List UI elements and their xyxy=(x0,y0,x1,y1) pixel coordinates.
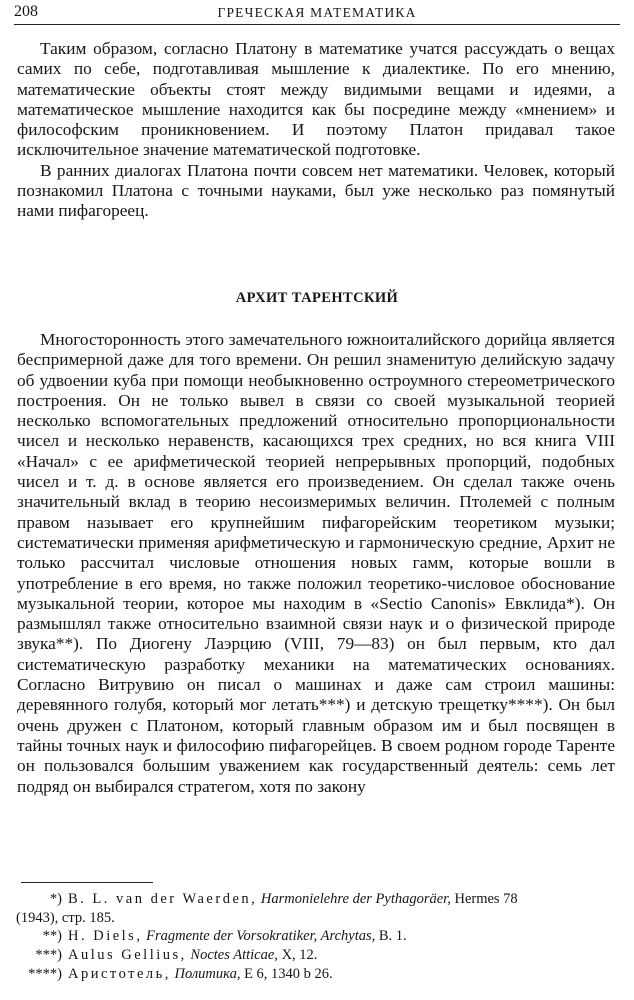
page-number: 208 xyxy=(14,3,38,20)
footnote-continuation: (1943), стр. 185. xyxy=(16,909,115,926)
section-heading: АРХИТ ТАРЕНТСКИЙ xyxy=(235,290,399,306)
footnote-author: Аристотель, xyxy=(68,965,171,982)
footnote-mark: ***) xyxy=(35,947,62,964)
footnote-author: H. Diels, xyxy=(68,928,143,945)
footnote xyxy=(16,946,616,965)
footnote xyxy=(16,927,616,946)
paragraph: Таким образом, согласно Платону в математике учатся рассуждать о вещах самих по себе, подготавливая мышление к диалектике. По его мнению, математические объекты стоят между видимыми вещами и идеями, а математическое мышление находится как бы посредине между «мнением» и философским проникновением. И поэтому Платон придавал такое исключительное значение математической подготовке. xyxy=(17,39,615,160)
footnote-mark: *) xyxy=(49,891,62,907)
footnote-rest: E 6, 1340 b 26. xyxy=(244,965,333,982)
running-title: ГРЕЧЕСКАЯ МАТЕМАТИКА xyxy=(217,5,417,20)
paragraph: Многосторонность этого замечательного южноиталийского дорийца является беспримерной даже для того времени. Он решил знаменитую делийскую задачу об удвоении куба при помощи необыкновенно остроумного стереометрического построения. Он не только вывел в связи со своей музыкальной теорией несколько вспомогательных предложений относительно пропорциональности чисел и несколько неравенств, касающихся трех средних, но вся книга VIII «Начал» с ее арифметической теорией непрерывных пропорций, подобных чисел и т. д. в основе является его произведением. Он сделал также очень значительный вклад в теорию несоизмеримых величин. Птолемей с полным правом называет его крупнейшим пифагорейским теоретиком музыки; систематически применяя арифметическую и гармоническую средние, Архит не только рассчитал числовые отношения новых гамм, которые вошли в употребление в его время, но также положил теоретико-числовое обоснование музыкальной теории, которое мы находим в «Sectio Canonis» Евклида*). Он размышлял также относительно взаимной связи наук и о физической природе звука**). По Диогену Лаэрцию (VIII, 79—83) он был первым, кто дал систематическую разработку механики на математических основаниях. Согласно Витрувию он писал о машинах и даже сам строил машины: деревянного голубя, который мог летать***) и детскую трещетку****). Он был очень дружен с Платоном, который главным образом им и был посвящен в тайны точных наук и философию пифагорейцев. В своем родном городе Таренте он пользовался большим уважением как государственный деятель: семь лет подряд он выбирался стратегом, хотя по закону xyxy=(17,330,615,796)
footnote xyxy=(16,890,616,909)
footnote-title: Политика, xyxy=(174,965,241,982)
footnote-rest: B. 1. xyxy=(378,928,407,945)
footnote-author: Aulus Gellius, xyxy=(68,947,187,964)
footnote-author: B. L. van der Waerden, xyxy=(68,891,258,907)
footnotes xyxy=(16,890,616,984)
footnote-divider xyxy=(21,882,153,883)
footnote-title: Noctes Atticae, xyxy=(190,947,278,964)
footnote xyxy=(16,965,616,984)
intro-text xyxy=(17,39,615,222)
footnote-title: Fragmente der Vorsokratiker, Archytas, xyxy=(146,928,376,945)
footnote-rest: X, 12. xyxy=(281,947,318,964)
footnote-mark: ****) xyxy=(28,965,62,982)
footnote-title: Harmonielehre der Pythagoräer, xyxy=(260,891,451,907)
footnote-rest: Hermes 78 xyxy=(454,891,518,907)
footnote-mark: **) xyxy=(42,928,62,945)
paragraph: В ранних диалогах Платона почти совсем нет математики. Человек, который познакомил Платона с точными науками, был уже несколько раз помянутый нами пифагореец. xyxy=(17,160,615,221)
page-header xyxy=(14,2,620,25)
section-text xyxy=(17,330,615,797)
